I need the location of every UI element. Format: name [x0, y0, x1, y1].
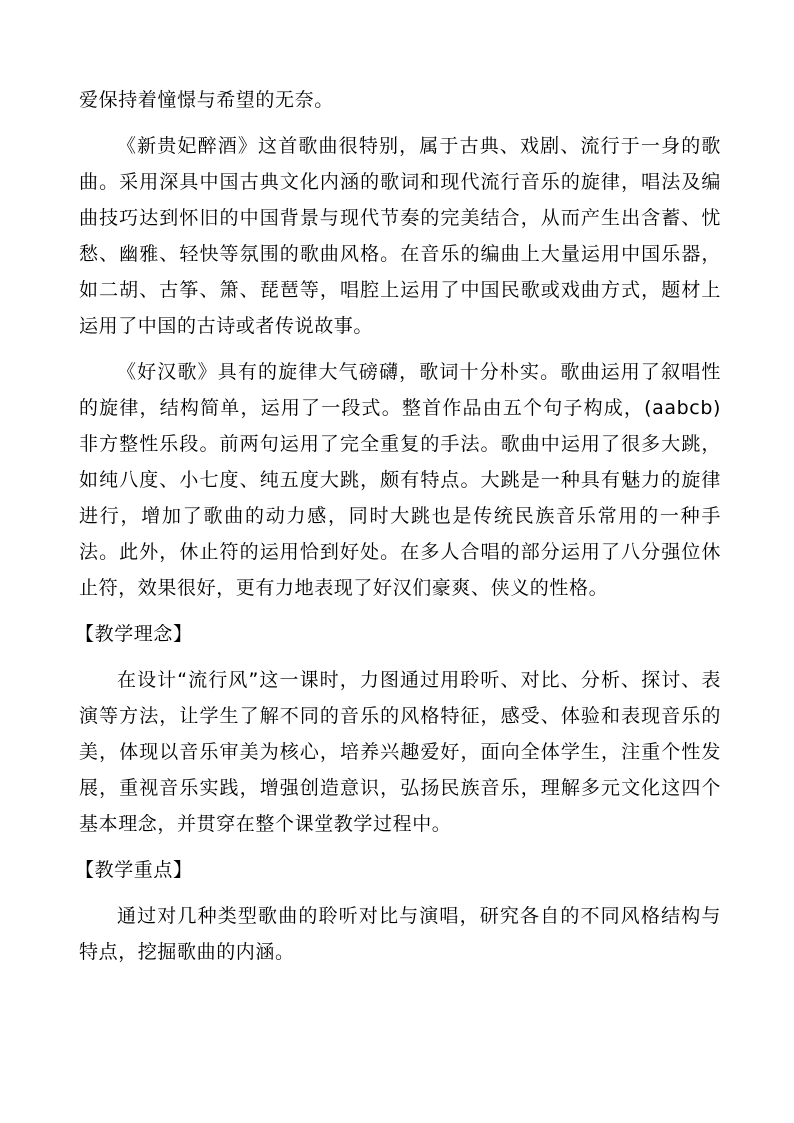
document-body: [75, 82, 721, 980]
paragraph-focus: 通过对几种类型歌曲的聆听对比与演唱，研究各自的不同风格结构与特点，挖掘歌曲的内涵。: [79, 905, 721, 963]
paragraph-haohan-song: 《好汉歌》具有的旋律大气磅礴，歌词十分朴实。歌曲运用了叙唱性的旋律，结构简单，运用了一段式。整首作品由五个句子构成，(aabcb)非方整性乐段。前两句运用了完全重复的手法。歌曲中运用了很多大跳，如纯八度、小七度、纯五度大跳，颇有特点。大跳是一种具有魅力的旋律进行，增加了歌曲的动力感，同时大跳也是传统民族音乐常用的一种手法。此外，休止符的运用恰到好处。在多人合唱的部分运用了八分强位休止符，效果很好，更有力地表现了好汉们豪爽、侠义的性格。: [79, 361, 721, 599]
section-heading-focus: 【教学重点】: [75, 859, 193, 881]
paragraph-philosophy: 在设计“流行风”这一课时，力图通过用聆听、对比、分析、探讨、表演等方法，让学生了解不同的音乐的风格特征，感受、体验和表现音乐的美，体现以音乐审美为核心，培养兴趣爱好，面向全体学生，注重个性发展，重视音乐实践，增强创造意识，弘扬民族音乐，理解多元文化这四个基本理念，并贯穿在整个课堂教学过程中。: [79, 669, 721, 835]
section-heading-philosophy: 【教学理念】: [75, 623, 193, 645]
paragraph-continuation: 爱保持着憧憬与希望的无奈。: [79, 89, 334, 111]
paragraph-new-guifei-drunk: 《新贵妃醉酒》这首歌曲很特别，属于古典、戏剧、流行于一身的歌曲。采用深具中国古典文化内涵的歌词和现代流行音乐的旋律，唱法及编曲技巧达到怀旧的中国背景与现代节奏的完美结合，从而产生出含蓄、忧愁、幽雅、轻快等氛围的歌曲风格。在音乐的编曲上大量运用中国乐器，如二胡、古筝、箫、琵琶等，唱腔上运用了中国民歌或戏曲方式，题材上运用了中国的古诗或者传说故事。: [79, 135, 721, 337]
